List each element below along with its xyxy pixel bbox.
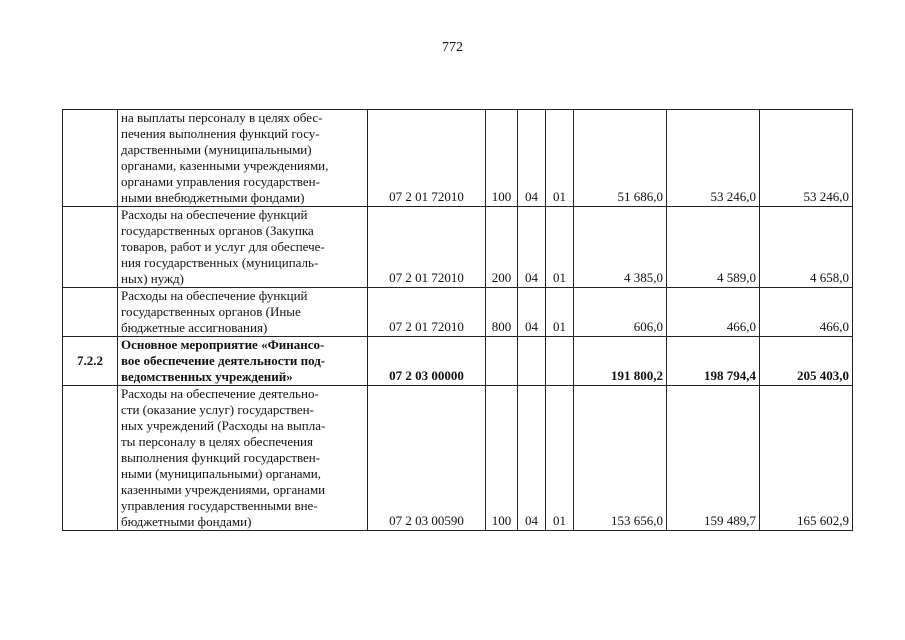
table-body xyxy=(63,110,853,531)
row-index: 7.2.2 xyxy=(63,337,118,386)
amount-year-3: 4 658,0 xyxy=(760,207,853,288)
row-description: Расходы на обеспечение деятельно- сти (оказание услуг) государствен- ных учреждений (Расходы на выпла- ты персоналу в целях обеспечения выполнения функций государствен- ными (муниципальными) органами, казенными учреждениями, органами управления государственными вне- бюджетными фондами) xyxy=(118,386,368,531)
section-code: 04 xyxy=(518,110,546,207)
target-article-code: 07 2 01 72010 xyxy=(368,288,486,337)
amount-year-3: 53 246,0 xyxy=(760,110,853,207)
row-description: на выплаты персоналу в целях обес- печения выполнения функций госу- дарственными (муниципальными) органами, казенными учреждениями, органами управления государствен- ными внебюджетными фондами) xyxy=(118,110,368,207)
section-code: 04 xyxy=(518,288,546,337)
row-index xyxy=(63,386,118,531)
target-article-code: 07 2 03 00590 xyxy=(368,386,486,531)
section-code xyxy=(518,337,546,386)
amount-year-1: 153 656,0 xyxy=(574,386,667,531)
row-index xyxy=(63,110,118,207)
amount-year-2: 159 489,7 xyxy=(667,386,760,531)
row-description: Расходы на обеспечение функций государственных органов (Закупка товаров, работ и услуг для обеспече- ния государственных (муниципаль- ных) нужд) xyxy=(118,207,368,288)
row-index xyxy=(63,288,118,337)
budget-table xyxy=(62,109,853,531)
expense-type-code: 800 xyxy=(486,288,518,337)
table-row xyxy=(63,386,853,531)
subsection-code: 01 xyxy=(546,288,574,337)
row-description: Основное мероприятие «Финансо- вое обеспечение деятельности под- ведомственных учреждений» xyxy=(118,337,368,386)
table-row xyxy=(63,288,853,337)
section-code: 04 xyxy=(518,207,546,288)
target-article-code: 07 2 03 00000 xyxy=(368,337,486,386)
table-row xyxy=(63,337,853,386)
amount-year-2: 4 589,0 xyxy=(667,207,760,288)
amount-year-3: 165 602,9 xyxy=(760,386,853,531)
table-row xyxy=(63,207,853,288)
target-article-code: 07 2 01 72010 xyxy=(368,207,486,288)
amount-year-1: 4 385,0 xyxy=(574,207,667,288)
subsection-code xyxy=(546,337,574,386)
amount-year-2: 53 246,0 xyxy=(667,110,760,207)
subsection-code: 01 xyxy=(546,386,574,531)
section-code: 04 xyxy=(518,386,546,531)
expense-type-code: 100 xyxy=(486,110,518,207)
amount-year-1: 191 800,2 xyxy=(574,337,667,386)
amount-year-2: 198 794,4 xyxy=(667,337,760,386)
table-row xyxy=(63,110,853,207)
page-number: 772 xyxy=(442,40,463,55)
expense-type-code: 100 xyxy=(486,386,518,531)
expense-type-code: 200 xyxy=(486,207,518,288)
row-description: Расходы на обеспечение функций государственных органов (Иные бюджетные ассигнования) xyxy=(118,288,368,337)
row-index xyxy=(63,207,118,288)
subsection-code: 01 xyxy=(546,110,574,207)
expense-type-code xyxy=(486,337,518,386)
target-article-code: 07 2 01 72010 xyxy=(368,110,486,207)
subsection-code: 01 xyxy=(546,207,574,288)
amount-year-1: 51 686,0 xyxy=(574,110,667,207)
amount-year-3: 466,0 xyxy=(760,288,853,337)
amount-year-3: 205 403,0 xyxy=(760,337,853,386)
amount-year-1: 606,0 xyxy=(574,288,667,337)
amount-year-2: 466,0 xyxy=(667,288,760,337)
